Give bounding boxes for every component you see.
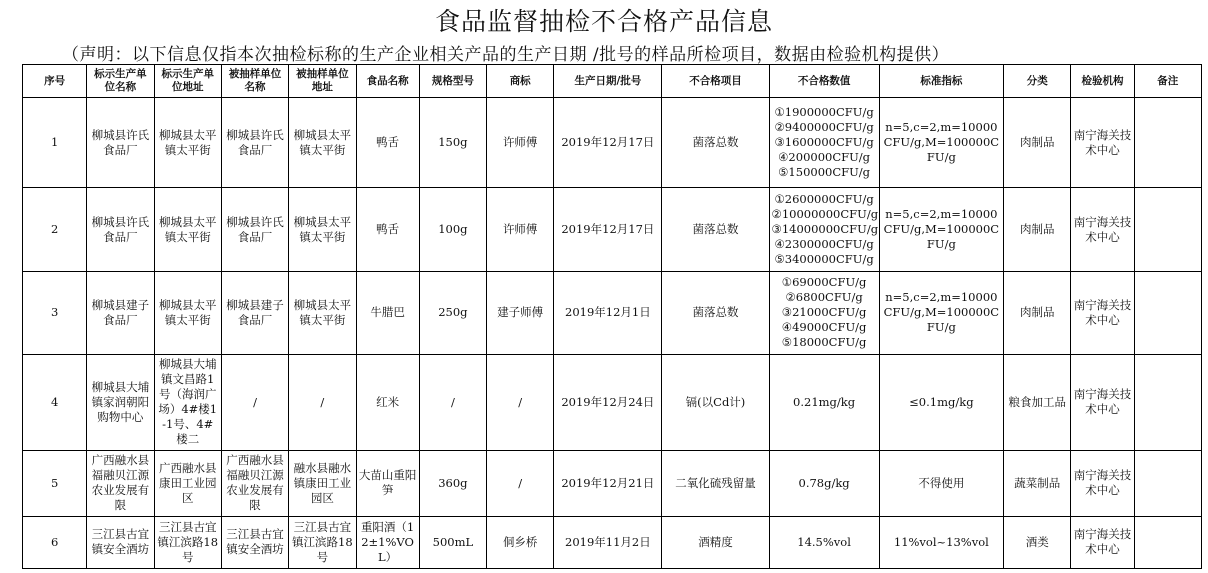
food-name: 鸭舌 <box>356 188 419 272</box>
failed-value: 14.5%vol <box>797 534 851 549</box>
standard-index: n=5,c=2,m=10000CFU/g,M=100000CFU/g <box>879 98 1003 188</box>
standard-index: 11%vol~13%vol <box>879 516 1003 568</box>
brand: / <box>487 450 554 516</box>
brand: 建子师傅 <box>487 272 554 354</box>
spec: / <box>419 354 486 450</box>
brand: 许师傅 <box>487 98 554 188</box>
header-cell: 不合格项目 <box>662 65 769 98</box>
producer-name: 柳城县许氏食品厂 <box>87 188 154 272</box>
page-title: 食品监督抽检不合格产品信息 <box>434 7 773 36</box>
remark <box>1134 450 1201 516</box>
sampled-unit-name: 柳城县建子食品厂 <box>221 272 288 354</box>
brand: 许师傅 <box>487 188 554 272</box>
spec: 250g <box>419 272 486 354</box>
remark <box>1134 188 1201 272</box>
failed-value: ④200000CFU/g <box>778 150 871 165</box>
food-name: 重阳酒（12±1%VOL） <box>356 516 419 568</box>
testing-lab: 南宁海关技术中心 <box>1071 272 1134 354</box>
testing-lab: 南宁海关技术中心 <box>1071 516 1134 568</box>
header-cell: 标准指标 <box>879 65 1003 98</box>
failed-value: 0.78g/kg <box>798 475 850 490</box>
failed-value: ②6800CFU/g <box>785 290 863 305</box>
failed-value: ②10000000CFU/g <box>771 207 879 222</box>
food-name: 鸭舌 <box>356 98 419 188</box>
failed-values <box>769 516 879 568</box>
header-cell: 标示生产单位名称 <box>87 65 154 98</box>
sampled-unit-address: 柳城县太平镇太平街 <box>289 188 356 272</box>
producer-address: 柳城县大埔镇文昌路1号（海润广场）4#楼1-1号、4#楼二 <box>154 354 221 450</box>
failed-item: 二氧化硫残留量 <box>662 450 769 516</box>
production-date: 2019年11月2日 <box>554 516 662 568</box>
producer-name: 柳城县许氏食品厂 <box>87 98 154 188</box>
header-cell: 被抽样单位地址 <box>289 65 356 98</box>
spec: 500mL <box>419 516 486 568</box>
testing-lab: 南宁海关技术中心 <box>1071 450 1134 516</box>
failed-value: ③21000CFU/g <box>781 305 867 320</box>
category: 酒类 <box>1004 516 1071 568</box>
row-number: 6 <box>23 516 87 568</box>
producer-address: 柳城县太平镇太平街 <box>154 272 221 354</box>
header-cell: 不合格数值 <box>769 65 879 98</box>
table-row <box>23 450 1202 516</box>
failed-values <box>769 450 879 516</box>
production-date: 2019年12月21日 <box>554 450 662 516</box>
row-number: 5 <box>23 450 87 516</box>
failed-values <box>769 98 879 188</box>
remark <box>1134 516 1201 568</box>
row-number: 3 <box>23 272 87 354</box>
remark <box>1134 98 1201 188</box>
table-header-row <box>23 65 1202 98</box>
failed-item: 菌落总数 <box>662 98 769 188</box>
failed-value: ④2300000CFU/g <box>774 237 874 252</box>
standard-index: n=5,c=2,m=10000CFU/g,M=100000CFU/g <box>879 272 1003 354</box>
table-row <box>23 272 1202 354</box>
header-cell: 备注 <box>1134 65 1201 98</box>
production-date: 2019年12月17日 <box>554 188 662 272</box>
sampled-unit-name: 广西融水县福融贝江源农业发展有限 <box>221 450 288 516</box>
category: 粮食加工品 <box>1004 354 1071 450</box>
sampled-unit-address: 柳城县太平镇太平街 <box>289 98 356 188</box>
spec: 360g <box>419 450 486 516</box>
producer-address: 三江县古宜镇江滨路18号 <box>154 516 221 568</box>
food-name: 大苗山重阳笋 <box>356 450 419 516</box>
category: 蔬菜制品 <box>1004 450 1071 516</box>
producer-name: 柳城县大埔镇家润朝阳购物中心 <box>87 354 154 450</box>
failed-value: 0.21mg/kg <box>793 394 856 409</box>
failed-item: 酒精度 <box>662 516 769 568</box>
failed-item: 菌落总数 <box>662 188 769 272</box>
failed-value: ⑤18000CFU/g <box>781 335 867 350</box>
spec: 100g <box>419 188 486 272</box>
testing-lab: 南宁海关技术中心 <box>1071 188 1134 272</box>
failed-value: ①2600000CFU/g <box>774 192 874 207</box>
producer-name: 三江县古宜镇安全酒坊 <box>87 516 154 568</box>
failed-values <box>769 354 879 450</box>
testing-lab: 南宁海关技术中心 <box>1071 98 1134 188</box>
failed-value: ③1600000CFU/g <box>774 135 874 150</box>
failed-value: ⑤150000CFU/g <box>778 165 871 180</box>
category: 肉制品 <box>1004 188 1071 272</box>
table-row <box>23 188 1202 272</box>
table-row <box>23 354 1202 450</box>
header-cell: 标示生产单位地址 <box>154 65 221 98</box>
spec: 150g <box>419 98 486 188</box>
sampled-unit-name: / <box>221 354 288 450</box>
producer-address: 柳城县太平镇太平街 <box>154 188 221 272</box>
header-cell: 检验机构 <box>1071 65 1134 98</box>
producer-address: 柳城县太平镇太平街 <box>154 98 221 188</box>
row-number: 1 <box>23 98 87 188</box>
header-cell: 序号 <box>23 65 87 98</box>
failed-value: ②9400000CFU/g <box>774 120 874 135</box>
table-row <box>23 98 1202 188</box>
food-name: 红米 <box>356 354 419 450</box>
failed-values <box>769 272 879 354</box>
header-cell: 食品名称 <box>356 65 419 98</box>
sampled-unit-name: 三江县古宜镇安全酒坊 <box>221 516 288 568</box>
table-row <box>23 516 1202 568</box>
header-cell: 被抽样单位名称 <box>221 65 288 98</box>
standard-index: n=5,c=2,m=10000CFU/g,M=100000CFU/g <box>879 188 1003 272</box>
remark <box>1134 354 1201 450</box>
producer-name: 柳城县建子食品厂 <box>87 272 154 354</box>
failed-values <box>769 188 879 272</box>
standard-index: ≤0.1mg/kg <box>879 354 1003 450</box>
failed-item: 菌落总数 <box>662 272 769 354</box>
failed-value: ④49000CFU/g <box>781 320 867 335</box>
header-cell: 分类 <box>1004 65 1071 98</box>
standard-index: 不得使用 <box>879 450 1003 516</box>
row-number: 4 <box>23 354 87 450</box>
failed-value: ①1900000CFU/g <box>774 105 874 120</box>
results-table <box>22 64 1202 569</box>
sampled-unit-name: 柳城县许氏食品厂 <box>221 98 288 188</box>
producer-name: 广西融水县福融贝江源农业发展有限 <box>87 450 154 516</box>
failed-value: ⑤3400000CFU/g <box>774 252 874 267</box>
failed-value: ①69000CFU/g <box>781 275 867 290</box>
sampled-unit-address: 三江县古宜镇江滨路18号 <box>289 516 356 568</box>
production-date: 2019年12月1日 <box>554 272 662 354</box>
brand: / <box>487 354 554 450</box>
category: 肉制品 <box>1004 98 1071 188</box>
production-date: 2019年12月24日 <box>554 354 662 450</box>
testing-lab: 南宁海关技术中心 <box>1071 354 1134 450</box>
failed-value: ③14000000CFU/g <box>771 222 879 237</box>
header-cell: 规格型号 <box>419 65 486 98</box>
category: 肉制品 <box>1004 272 1071 354</box>
brand: 侗乡桥 <box>487 516 554 568</box>
declaration-note: （声明：以下信息仅指本次抽检标称的生产企业相关产品的生产日期 /批号的样品所检项目，数据由检验机构提供） <box>62 45 950 65</box>
sampled-unit-address: 柳城县太平镇太平街 <box>289 272 356 354</box>
failed-item: 镉(以Cd计) <box>662 354 769 450</box>
header-cell: 生产日期/批号 <box>554 65 662 98</box>
sampled-unit-name: 柳城县许氏食品厂 <box>221 188 288 272</box>
producer-address: 广西融水县康田工业园区 <box>154 450 221 516</box>
remark <box>1134 272 1201 354</box>
header-cell: 商标 <box>487 65 554 98</box>
row-number: 2 <box>23 188 87 272</box>
sampled-unit-address: 融水县融水镇康田工业园区 <box>289 450 356 516</box>
production-date: 2019年12月17日 <box>554 98 662 188</box>
sampled-unit-address: / <box>289 354 356 450</box>
food-name: 牛腊巴 <box>356 272 419 354</box>
